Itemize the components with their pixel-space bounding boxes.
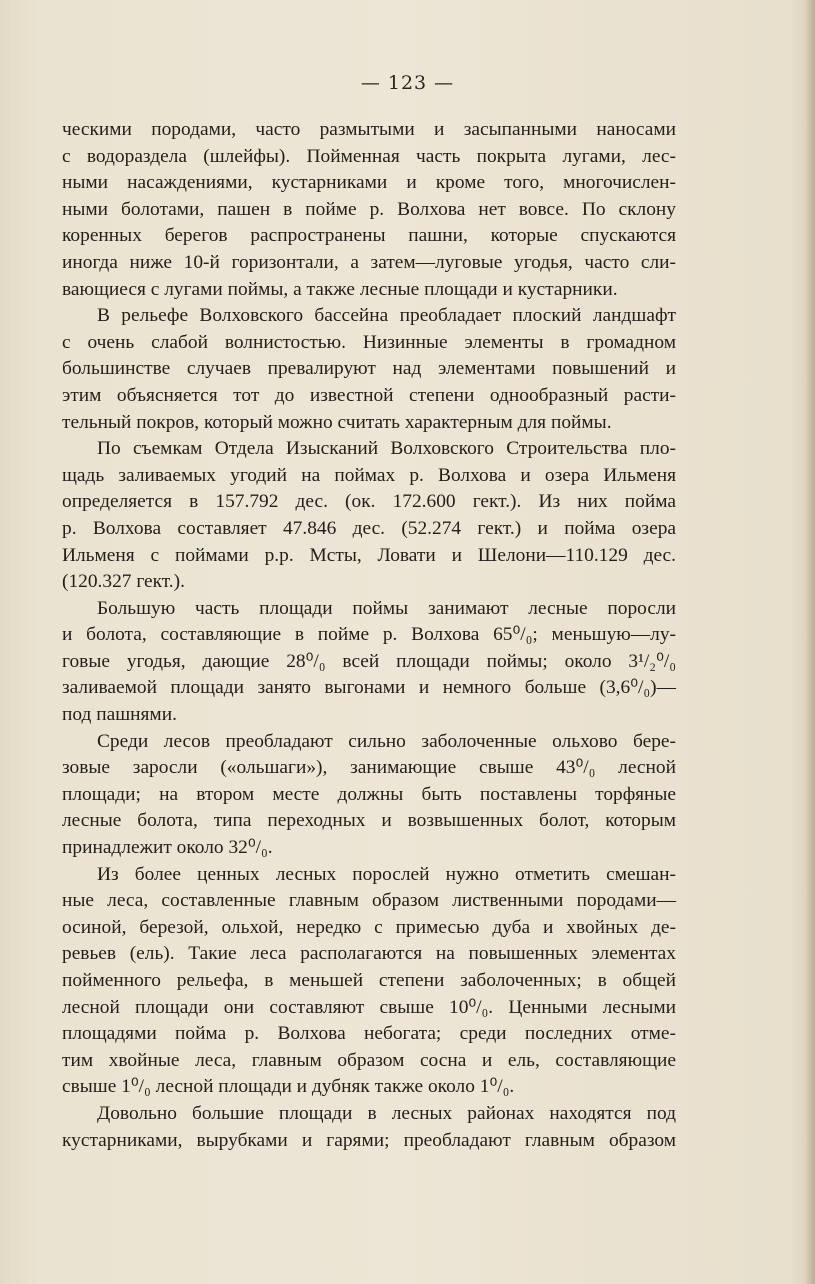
- text-line: Среди лесов преобладают сильно заболоченные ольхово бере-: [97, 730, 676, 752]
- page-edge-shadow: [805, 0, 815, 1284]
- text-line: ными болотами, пашен в пойме р. Волхова нет вовсе. По склону: [62, 198, 676, 220]
- text-line: говые угодья, дающие 28⁰/₀ всей площади поймы; около 3¹/₂⁰/₀: [62, 650, 676, 672]
- text-line: пойменного рельефа, в меньшей степени заболоченных; в общей: [62, 970, 676, 991]
- text-line: иногда ниже 10-й горизонтали, а затем—луговые угодья, часто сли-: [62, 251, 676, 273]
- text-line: коренных берегов распространены пашни, которые спускаются: [62, 225, 676, 247]
- text-line: большинстве случаев превалируют над элементами повышений и: [62, 358, 676, 380]
- text-line: ческими породами, часто размытыми и засыпанными наносами: [62, 119, 676, 140]
- text-line: и болота, составляющие в пойме р. Волхова 65⁰/₀; меньшую—лу-: [62, 624, 676, 646]
- text-line: Ильменя с поймами р.р. Мсты, Ловати и Шелони—110.129 дес.: [62, 544, 676, 566]
- text-line: тим хвойные леса, главным образом сосна и ель, составляющие: [62, 1049, 676, 1071]
- text-line: ные леса, составленные главным образом лиственными породами—: [62, 890, 676, 912]
- text-line: этим объясняется тот до известной степени однообразный расти-: [62, 384, 676, 406]
- text-line: осиной, березой, ольхой, нередко с примесью дуба и хвойных де-: [62, 916, 676, 938]
- text-line: (120.327 гект.).: [62, 571, 185, 593]
- text-line: площадями пойма р. Волхова небогата; среди последних отме-: [62, 1023, 676, 1045]
- text-line: р. Волхова составляет 47.846 дес. (52.274 гект.) и пойма озера: [62, 517, 676, 539]
- text-line: определяется в 157.792 дес. (ок. 172.600 гект.). Из них пойма: [62, 491, 676, 513]
- text-line: под пашнями.: [62, 704, 177, 726]
- text-line: принадлежит около 32⁰/₀.: [62, 837, 273, 859]
- text-line: зовые заросли («ольшаги»), занимающие свыше 43⁰/₀ лесной: [62, 757, 676, 779]
- text-line: кустарниками, вырубками и гарями; преобладают главным образом: [62, 1129, 676, 1151]
- text-line: лесной площади они составляют свыше 10⁰/₀. Ценными лесными: [62, 996, 676, 1018]
- text-line: тельный покров, который можно считать характерным для поймы.: [62, 411, 612, 433]
- text-line: Большую часть площади поймы занимают лесные поросли: [97, 597, 676, 619]
- text-line: с водораздела (шлейфы). Пойменная часть покрыта лугами, лес-: [62, 145, 676, 167]
- text-line: щадь заливаемых угодий на поймах р. Волхова и озера Ильменя: [62, 464, 676, 486]
- text-line: По съемкам Отдела Изысканий Волховского Строительства пло-: [97, 438, 676, 460]
- text-line: лесные болота, типа переходных и возвышенных болот, которым: [62, 810, 676, 832]
- text-line: с очень слабой волнистостью. Низинные элементы в громадном: [62, 331, 676, 353]
- text-line: ными насаждениями, кустарниками и кроме того, многочислен-: [62, 172, 676, 194]
- text-line: вающиеся с лугами поймы, а также лесные площади и кустарники.: [62, 278, 618, 300]
- body-text: [62, 117, 676, 1154]
- text-line: Довольно большие площади в лесных районах находятся под: [97, 1102, 676, 1124]
- text-line: свыше 1⁰/₀ лесной площади и дубняк также около 1⁰/₀.: [62, 1076, 515, 1098]
- text-line: Из более ценных лесных порослей нужно отметить смешан-: [97, 863, 676, 885]
- text-line: заливаемой площади занято выгонами и немного больше (3,6⁰/₀)—: [62, 677, 676, 699]
- text-line: площади; на втором месте должны быть поставлены торфяные: [62, 783, 676, 805]
- text-line: ревьев (ель). Такие леса располагаются на повышенных элементах: [62, 943, 676, 965]
- text-line: В рельефе Волховского бассейна преобладает плоский ландшафт: [97, 305, 676, 327]
- page-number: — 123 —: [360, 72, 455, 94]
